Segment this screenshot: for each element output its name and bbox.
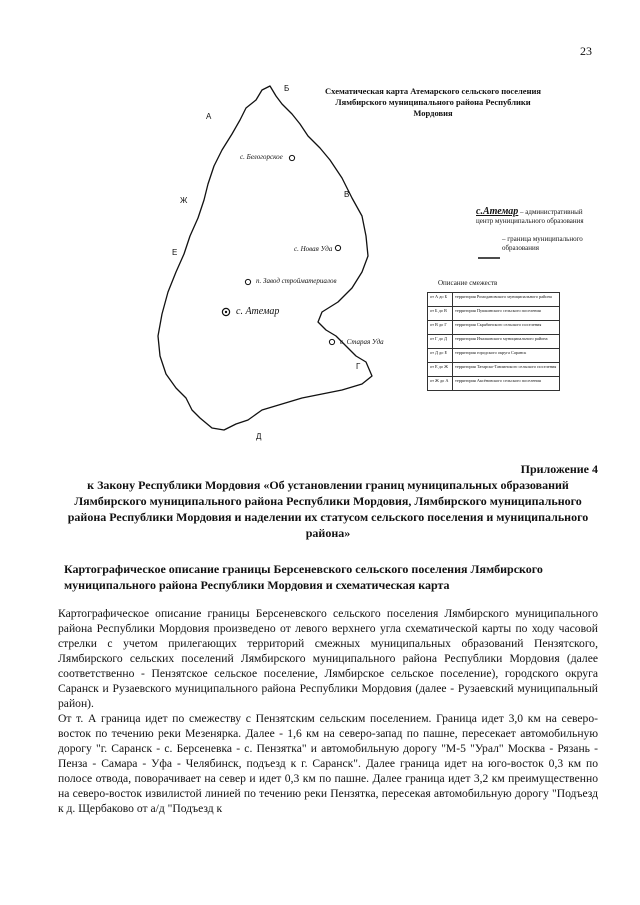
adjacency-title: Описание смежеств xyxy=(438,279,498,287)
point-d: Д xyxy=(256,432,262,441)
settlement-marker-staraya-uda xyxy=(329,339,334,344)
paragraph: Картографическое описание границы Берсеневского сельского поселения Лямбирского муниципального района Республики Мордовия произведено от левого верхнего угла схематической карты по ходу часовой стрелки с учетом прилегающих территорий смежных муниципальных образований Пензятского, Лямбирского сельских поселений Лямбирского муниципального района Республики Мордовия (далее соответственно - Пензятское сельское поселение, Лямбирское сельское поселение), городского округа Саранск и Рузаевского муниципального района Республики Мордовия (далее - Рузаевский муниципальный район). xyxy=(58,607,598,710)
page-number: 23 xyxy=(580,44,592,58)
adjacency-table xyxy=(427,292,560,391)
adjacency-segment: от Г до Д xyxy=(428,335,453,349)
adjacency-description: территория Ичалковского муниципального района xyxy=(453,335,560,349)
settlement-marker-zavod xyxy=(245,279,250,284)
section-heading: Картографическое описание границы Берсеневского сельского поселения Лямбирского муниципального района Республики Мордовия и схематическая карта xyxy=(64,562,543,592)
point-zh: Ж xyxy=(180,196,188,205)
table-row xyxy=(428,377,560,391)
label-staraya-uda: с. Старая Уда xyxy=(340,338,384,346)
boundary-line xyxy=(158,86,372,430)
appendix-law-title: к Закону Республики Мордовия «Об установлении границ муниципальных образований Лямбирского муниципального района Республики Мордовия, Лямбирского муниципального района Республики Мордовия и наделении их статусом сельского поселения и муниципального района» xyxy=(67,478,589,540)
legend-boundary-desc: – граница муниципального образования xyxy=(502,235,583,252)
adjacency-description: территория Пушкинского сельского поселения xyxy=(453,307,560,321)
appendix-number: Приложение 4 xyxy=(520,462,598,476)
settlement-marker-novaya-uda xyxy=(335,245,340,250)
adjacency-description: территория Ромодановского муниципального района xyxy=(453,293,560,307)
label-atemar: с. Атемар xyxy=(236,306,280,317)
paragraph: От т. А граница идет по смежеству с Пензятским сельским поселением. Граница идет 3,0 км на северо-восток по течению реки Мезенярка. Далее - 1,6 км на северо-запад по пашне, пересекает автомобильную дорогу "г. Саранск - с. Берсеневка - с. Пензятка" и автомобильную дорогу "М-5 "Урал" Москва - Рязань - Пенза - Самара - Уфа - Челябинск, подъезд к г. Саранск". Далее граница идет на юго-восток 0,3 км по полосе отвода, поворачивает на север и идет 0,3 км по пашне. Далее граница идет 3,2 км преимущественно на северо-восток извилистой линией по течению реки Пензятка, пересекая автомобильную дорогу "Подъезд к д. Щербаково от а/д "Подъезд к xyxy=(58,712,598,815)
adjacency-description: территория городского округа Саранск xyxy=(453,349,560,363)
legend-centre-name: с.Атемар xyxy=(476,206,519,217)
adjacency-description: территория Скрябинского сельского поселения xyxy=(453,321,560,335)
point-e: Е xyxy=(172,248,178,257)
map-title: Схематическая карта Атемарского сельского поселения Лямбирского муниципального района Республики Мордовия xyxy=(325,86,541,118)
table-row xyxy=(428,349,560,363)
body-text xyxy=(58,606,598,816)
adjacency-segment: от Б до В xyxy=(428,307,453,321)
adjacency-segment: от В до Г xyxy=(428,321,453,335)
settlement-marker-atemar-inner xyxy=(225,311,227,313)
point-a: А xyxy=(206,112,212,121)
table-row xyxy=(428,307,560,321)
label-zavod: п. Завод стройматериалов xyxy=(256,277,337,285)
label-novaya-uda: с. Новая Уда xyxy=(294,245,333,253)
table-row xyxy=(428,321,560,335)
adjacency-segment: от Ж до А xyxy=(428,377,453,391)
point-b: Б xyxy=(284,84,290,93)
adjacency-description: территория Аксёновского сельского поселения xyxy=(453,377,560,391)
settlement-marker-belogorskoe xyxy=(289,155,294,160)
legend-centre xyxy=(476,208,596,225)
point-g: Г xyxy=(356,362,361,371)
adjacency-description: территория Татарско-Тавлинского сельского поселения xyxy=(453,363,560,377)
table-row xyxy=(428,335,560,349)
adjacency-segment: от Д до Е xyxy=(428,349,453,363)
adjacency-segment: от Е до Ж xyxy=(428,363,453,377)
label-belogorskoe: с. Белогорское xyxy=(240,153,283,161)
point-v: В xyxy=(344,190,350,199)
map-legend xyxy=(476,208,596,252)
legend-centre-desc: – административный центр муниципального образования xyxy=(476,208,584,225)
table-row xyxy=(428,293,560,307)
adjacency-segment: от А до Б xyxy=(428,293,453,307)
table-row xyxy=(428,363,560,377)
appendix-header xyxy=(58,461,598,541)
